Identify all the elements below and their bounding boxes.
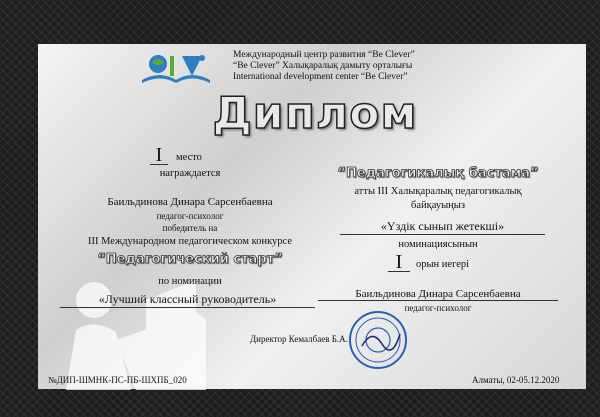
left-place-word: место xyxy=(176,152,202,163)
right-position: педагог-психолог xyxy=(404,303,472,313)
header-line-ru: Международный центр развития “Be Clever” xyxy=(233,50,415,60)
diploma-title: Диплом xyxy=(212,88,418,139)
organization-header xyxy=(233,50,553,83)
right-recipient-name: Баильдинова Динара Сарсенбаевна xyxy=(318,288,558,301)
right-nomination-label: номинациясынын xyxy=(398,239,478,250)
issue-date: Алматы, 02-05.12.2020 xyxy=(472,375,560,385)
director-signature-line: Директор Кемалбаев Б.А. xyxy=(250,334,348,344)
left-winner: победитель на xyxy=(162,223,218,233)
right-nomination: «Үздік сынып жетекші» xyxy=(340,219,545,235)
left-contest-name: “Педагогический старт” xyxy=(97,252,283,267)
official-stamp xyxy=(348,310,408,370)
right-place-word: орын иегері xyxy=(416,259,470,270)
left-position: педагог-психолог xyxy=(156,211,224,221)
left-contest-intro: III Международном педагогическом конкурсе xyxy=(87,236,293,247)
left-nomination: «Лучший классный руководитель» xyxy=(60,292,315,308)
document-number: №ДИП-ШМНК-ПС-ПБ-ШХПБ_020 xyxy=(48,375,187,385)
right-contest-name: “Педагогикалық бастама” xyxy=(337,166,539,181)
be-clever-logo xyxy=(140,50,212,84)
left-recipient-name: Баильдинова Динара Сарсенбаевна xyxy=(107,196,273,208)
right-intro-line2: байқауыңыз xyxy=(411,200,465,211)
left-nomination-label: по номинации xyxy=(158,276,222,287)
left-place-number: I xyxy=(150,146,168,165)
header-line-kz: “Be Clever” Халықаралық дамыту орталығы xyxy=(233,61,413,71)
right-place-number: I xyxy=(388,253,410,272)
left-awarded: награждается xyxy=(159,168,221,179)
header-line-en: International development center “Be Clever” xyxy=(233,72,408,82)
right-intro-line1: атты III Халықаралық педагогикалық xyxy=(354,186,522,197)
